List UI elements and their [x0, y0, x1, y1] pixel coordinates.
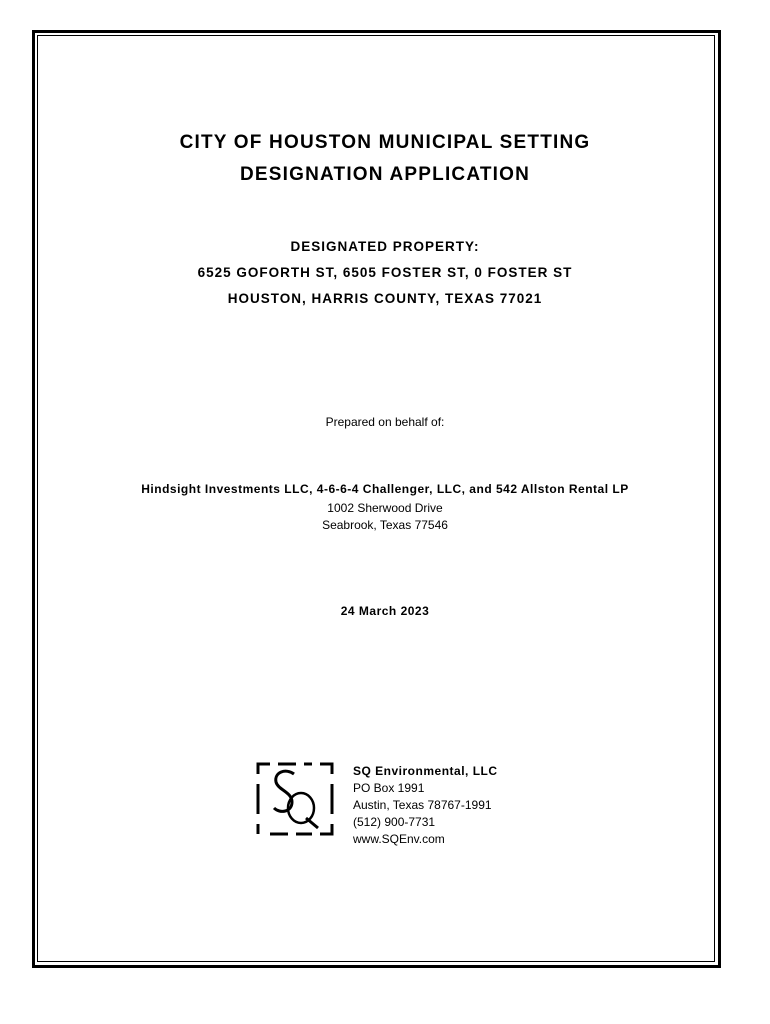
client-street: 1002 Sherwood Drive	[327, 501, 443, 515]
designated-property-block	[0, 234, 770, 312]
company-name: SQ Environmental, LLC	[353, 764, 498, 778]
property-address-line-1: 6525 GOFORTH ST, 6505 FOSTER ST, 0 FOSTER ST	[197, 265, 573, 280]
document-title	[0, 127, 770, 191]
sq-logo	[256, 762, 334, 836]
company-city: Austin, Texas 78767-1991	[353, 798, 492, 812]
company-po-box: PO Box 1991	[353, 781, 425, 795]
document-date: 24 March 2023	[340, 604, 430, 618]
property-address-line-2: HOUSTON, HARRIS COUNTY, TEXAS 77021	[227, 291, 543, 306]
sq-logo-icon	[256, 762, 334, 836]
client-name: Hindsight Investments LLC, 4-6-6-4 Challenger, LLC, and 542 Allston Rental LP	[141, 482, 629, 496]
designated-property-heading: DESIGNATED PROPERTY:	[290, 239, 480, 254]
title-line-1: CITY OF HOUSTON MUNICIPAL SETTING	[179, 132, 591, 153]
client-city: Seabrook, Texas 77546	[322, 518, 448, 532]
company-phone: (512) 900-7731	[353, 815, 436, 829]
client-address	[0, 500, 770, 534]
prepared-on-behalf-label: Prepared on behalf of:	[325, 415, 445, 429]
company-info	[353, 763, 498, 848]
title-line-2: DESIGNATION APPLICATION	[239, 164, 531, 185]
company-website: www.SQEnv.com	[353, 832, 445, 846]
